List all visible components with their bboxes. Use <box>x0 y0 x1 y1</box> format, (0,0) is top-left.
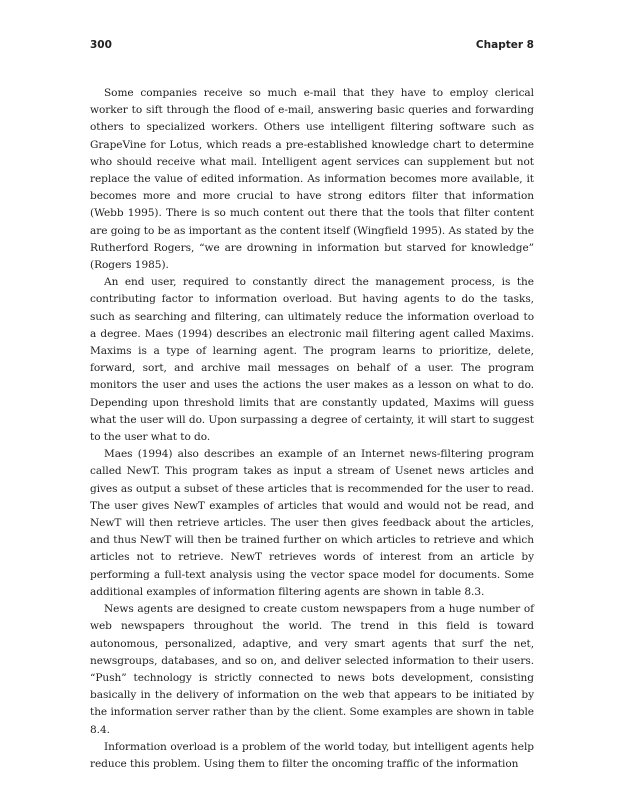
page-number: 300 <box>90 39 112 51</box>
paragraph-news-agents: News agents are designed to create custom newspapers from a huge number of web newspapers throughout the world. The trend in this field is toward autonomous, personalized, adaptive, and very smart agents that surf the net, newsgroups, databases, and so on, and deliver selected information to their users. “Push” technology is strictly connected to news bots development, consisting basically in the delivery of information on the web that appears to be initiated by the information server rather than by the client. Some examples are shown in table 8.4. <box>90 603 534 736</box>
paragraph-maxims-agent: An end user, required to constantly direct the management process, is the contributing factor to information overload. But having agents to do the tasks, such as searching and filtering, can ultimately reduce the information overload to a degree. Maes (1994) describes an electronic mail filtering agent called Maxims. Maxims is a type of learning agent. The program learns to prioritize, delete, forward, sort, and archive mail messages on behalf of a user. The program monitors the user and uses the actions the user makes as a lesson on what to do. Depending upon threshold limits that are constantly updated, Maxims will guess what the user will do. Upon surpassing a degree of certainty, it will start to suggest to the user what to do. <box>90 276 534 444</box>
paragraph-newt-filter: Maes (1994) also describes an example of an Internet news-filtering program called NewT. This program takes as input a stream of Usenet news articles and gives as output a subset of these articles that is recommended for the user to read. The user gives NewT examples of articles that would and would not be read, and NewT will then retrieve articles. The user then gives feedback about the articles, and thus NewT will then be trained further on which articles to retrieve and which articles not to retrieve. NewT retrieves words of interest from an article by performing a full-text analysis using the vector space model for documents. Some additional examples of information filtering agents are shown in table 8.3. <box>90 448 534 598</box>
running-head <box>90 39 534 57</box>
chapter-label: Chapter 8 <box>475 39 534 51</box>
paragraph-email-overload: Some companies receive so much e-mail that they have to employ clerical worker to sift through the flood of e-mail, answering basic queries and forwarding others to specialized workers. Others use intelligent filtering software such as GrapeVine for Lotus, which reads a pre-established knowledge chart to determine who should receive what mail. Intelligent agent services can supplement but not replace the value of edited information. As information becomes more available, it becomes more and more crucial to have strong editors filter that information (Webb 1995). There is so much content out there that the tools that filter content are going to be as important as the content itself (Wingfield 1995). As stated by the Rutherford Rogers, “we are drowning in information but starved for knowledge” (Rogers 1985). <box>90 87 534 272</box>
paragraph-information-overload: Information overload is a problem of the world today, but intelligent agents help reduce this problem. Using them to filter the oncoming traffic of the information <box>90 740 534 770</box>
body-text <box>90 85 534 773</box>
